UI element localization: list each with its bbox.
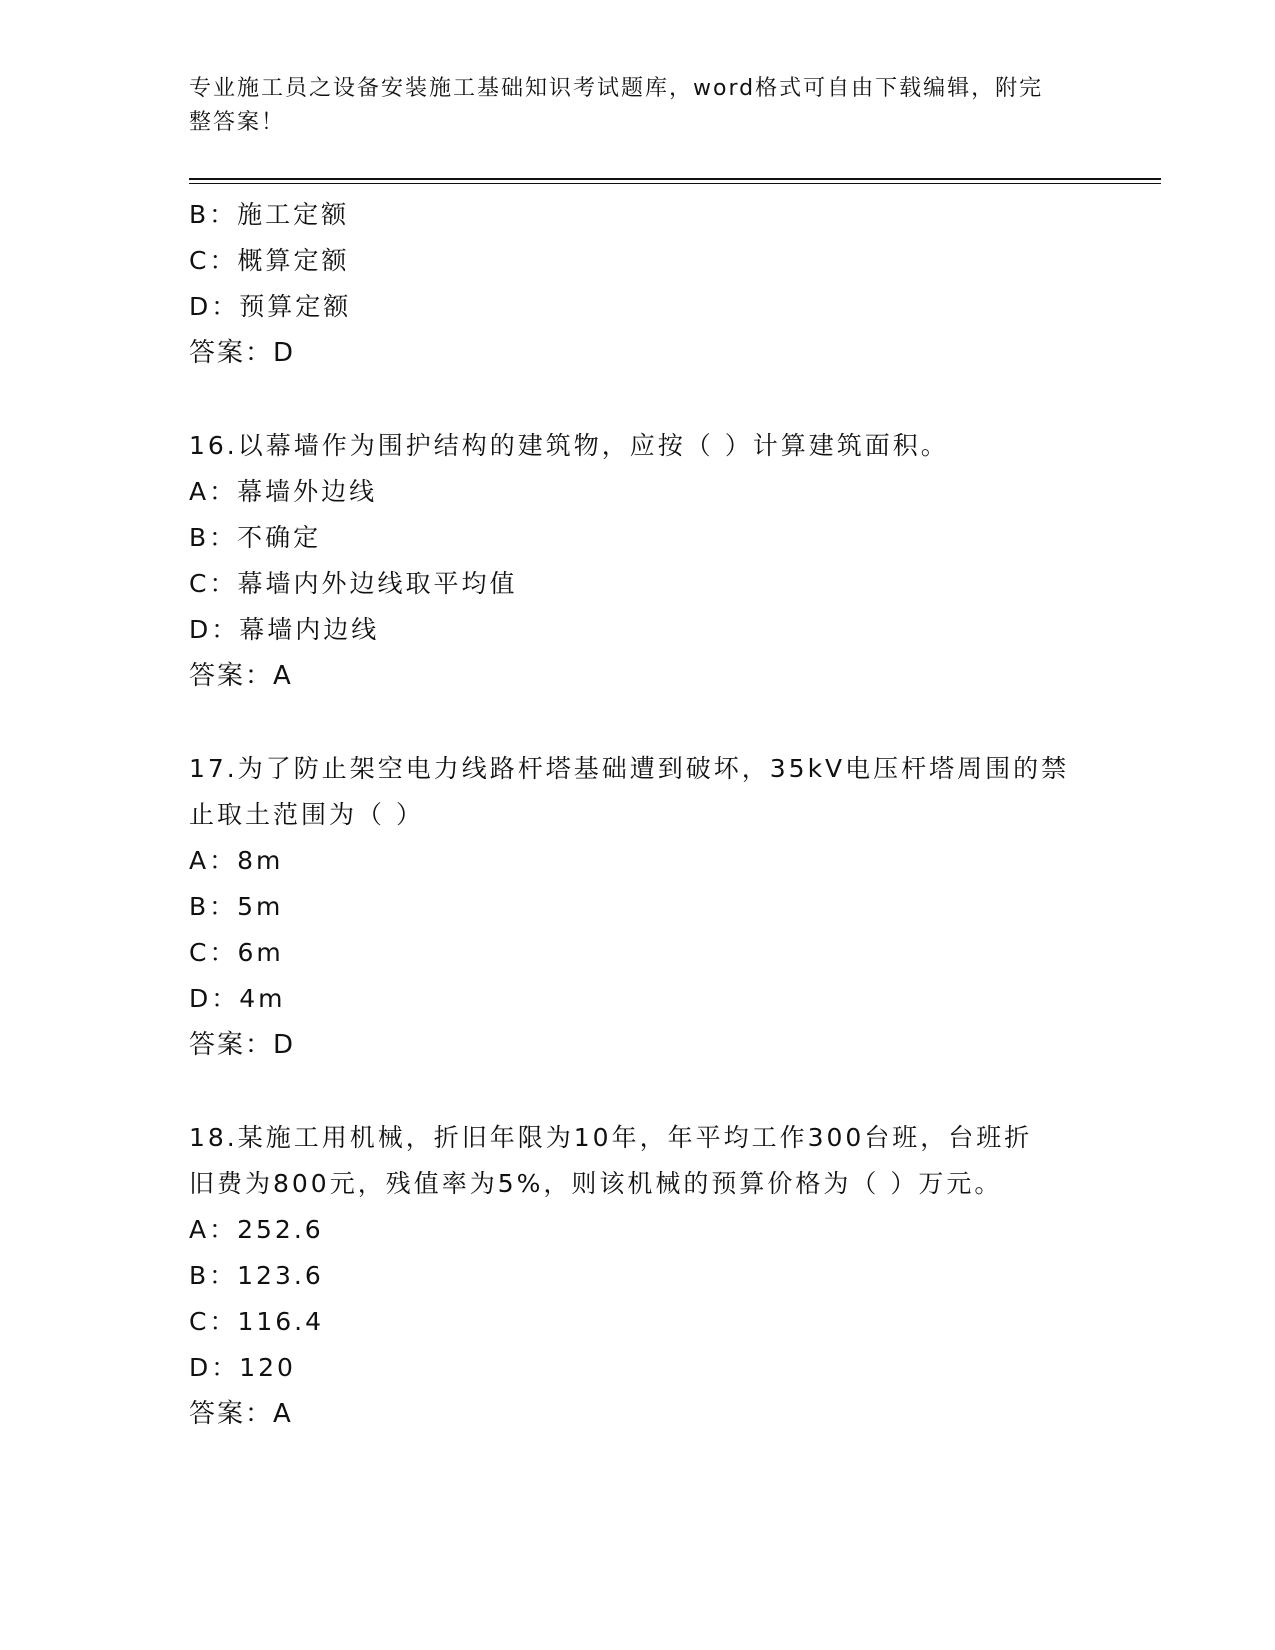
header-line-1: 专业施工员之设备安装施工基础知识考试题库，word格式可自由下载编辑，附完 [189, 76, 1044, 101]
option-b: B：不确定 [189, 523, 322, 552]
question-list [189, 192, 1089, 1437]
document-header [189, 72, 1089, 140]
answer-line: 答案：A [189, 1399, 293, 1429]
answer-line: 答案：D [189, 338, 296, 368]
answer-line: 答案：A [189, 661, 293, 691]
question-16 [189, 423, 1089, 699]
header-line-2: 整答案！ [189, 110, 286, 135]
option-c: C：概算定额 [189, 246, 350, 275]
option-b: B：5m [189, 892, 284, 921]
option-a: A：252.6 [189, 1215, 324, 1244]
option-b: B：123.6 [189, 1261, 324, 1290]
header-divider-thin [189, 183, 1161, 184]
question-stem: 16.以幕墙作为围护结构的建筑物，应按（ ）计算建筑面积。 [189, 431, 949, 460]
question-15-continued [189, 192, 1089, 376]
option-c: C：6m [189, 938, 284, 967]
option-d: D：120 [189, 1353, 296, 1382]
option-d: D：幕墙内边线 [189, 615, 380, 644]
option-c: C：幕墙内外边线取平均值 [189, 569, 518, 598]
option-c: C：116.4 [189, 1307, 325, 1336]
header-divider-thick [189, 178, 1161, 180]
option-d: D：4m [189, 984, 286, 1013]
question-17 [189, 746, 1089, 1068]
option-b: B：施工定额 [189, 200, 350, 229]
option-a: A：8m [189, 846, 284, 875]
option-d: D：预算定额 [189, 292, 352, 321]
answer-line: 答案：D [189, 1030, 296, 1060]
question-18 [189, 1115, 1089, 1437]
question-stem: 18.某施工用机械，折旧年限为10年，年平均工作300台班，台班折 旧费为800元，残值率为5%，则该机械的预算价格为（ ）万元。 [189, 1123, 1033, 1198]
question-stem: 17.为了防止架空电力线路杆塔基础遭到破坏，35kV电压杆塔周围的禁 止取土范围为（ ） [189, 754, 1070, 829]
option-a: A：幕墙外边线 [189, 477, 378, 506]
